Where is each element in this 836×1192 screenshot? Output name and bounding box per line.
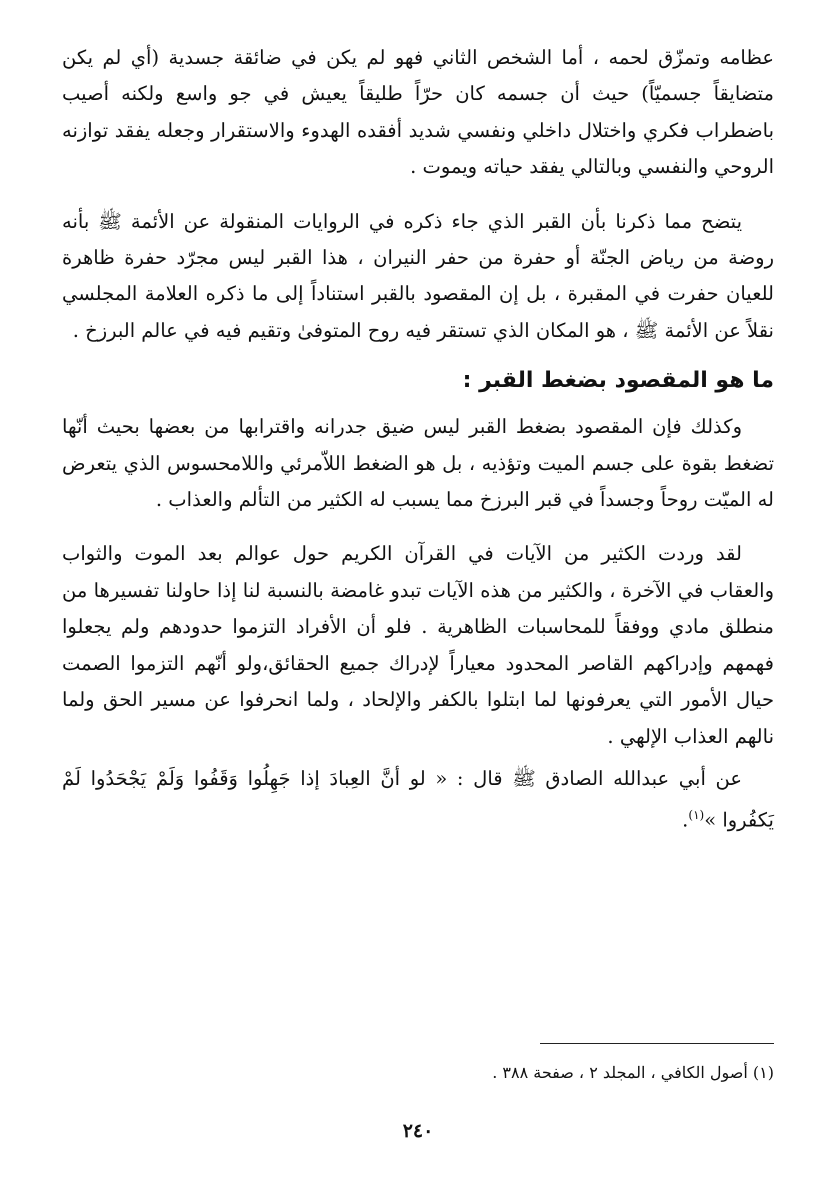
- page-number: ٢٤٠: [402, 1120, 434, 1142]
- page-body: [62, 40, 774, 839]
- footnote-marker: (١): [688, 808, 705, 823]
- section-heading: ما هو المقصود بضغط القبر :: [462, 368, 774, 394]
- footnote: (١) أصول الكافي ، المجلد ٢ ، صفحة ٣٨٨ .: [492, 1063, 774, 1082]
- paragraph-4: لقد وردت الكثير من الآيات في القرآن الكريم حول عوالم بعد الموت والثواب والعقاب في الآخرة ، والكثير من هذه الآيات تبدو غامضة بالنسبة لنا إذا حاولنا تفسيرها من منطلق مادي ووفقاً للمحاسبات الظاهرية . فلو أن الأفراد التزموا حدودهم ولم يجعلوا فهمهم وإدراكهم القاصر المحدود معياراً لإدراك جميع الحقائق،ولو أنّهم التزموا الصمت حيال الأمور التي يعرفونها لما ابتلوا بالكفر والإلحاد ، ولما انحرفوا عن مسير الحق ولما نالهم العذاب الإلهي .: [62, 542, 774, 748]
- hadith-text: عن أبي عبدالله الصادق ﷺ قال : « لو أنَّ العِبادَ إذا جَهِلُوا وَقَفُوا وَلَمْ يَجْحَدُوا لَمْ يَكفُروا »: [62, 766, 774, 832]
- paragraph-1: عظامه وتمزّق لحمه ، أما الشخص الثاني فهو لم يكن في ضائقة جسدية (أي لم يكن متضايقاً جسميّاً) حيث أن جسمه كان حرّاً طليقاً يعيش في جو واسع ولكنه أصيب باضطراب فكري واختلال داخلي ونفسي شديد أفقده الهدوء والاستقرار وجعله يفقد توازنه الروحي والنفسي وبالتالي يفقد حياته ويموت .: [62, 46, 774, 179]
- footnote-divider: [540, 1043, 774, 1044]
- paragraph-2: يتضح مما ذكرنا بأن القبر الذي جاء ذكره في الروايات المنقولة عن الأئمة ﷺ بأنه روضة من رياض الجنّة أو حفرة من حفر النيران ، هذا القبر ليس مجرّد حفرة ظاهرة للعيان حفرت في المقبرة ، بل إن المقصود بالقبر استناداً إلى ما ذكره العلامة المجلسي نقلاً عن الأئمة ﷺ ، هو المكان الذي تستقر فيه روح المتوفىٰ وتقيم فيه في عالم البرزخ .: [62, 209, 774, 342]
- paragraph-3: وكذلك فإن المقصود بضغط القبر ليس ضيق جدرانه واقترابها من بعضها بحيث أنّها تضغط بقوة على جسم الميت وتؤذيه ، بل هو الضغط اللاّمرئي واللامحسوس الذي يتعرض له الميّت روحاً وجسداً في قبر البرزخ مما يسبب له الكثير من التألم والعذاب .: [62, 415, 774, 512]
- paragraph-5: عن أبي عبدالله الصادق ﷺ قال : « لو أنَّ العِبادَ إذا جَهِلُوا وَقَفُوا وَلَمْ يَجْحَدُوا لَمْ يَكفُروا »$^{(١)}$.: [62, 766, 774, 832]
